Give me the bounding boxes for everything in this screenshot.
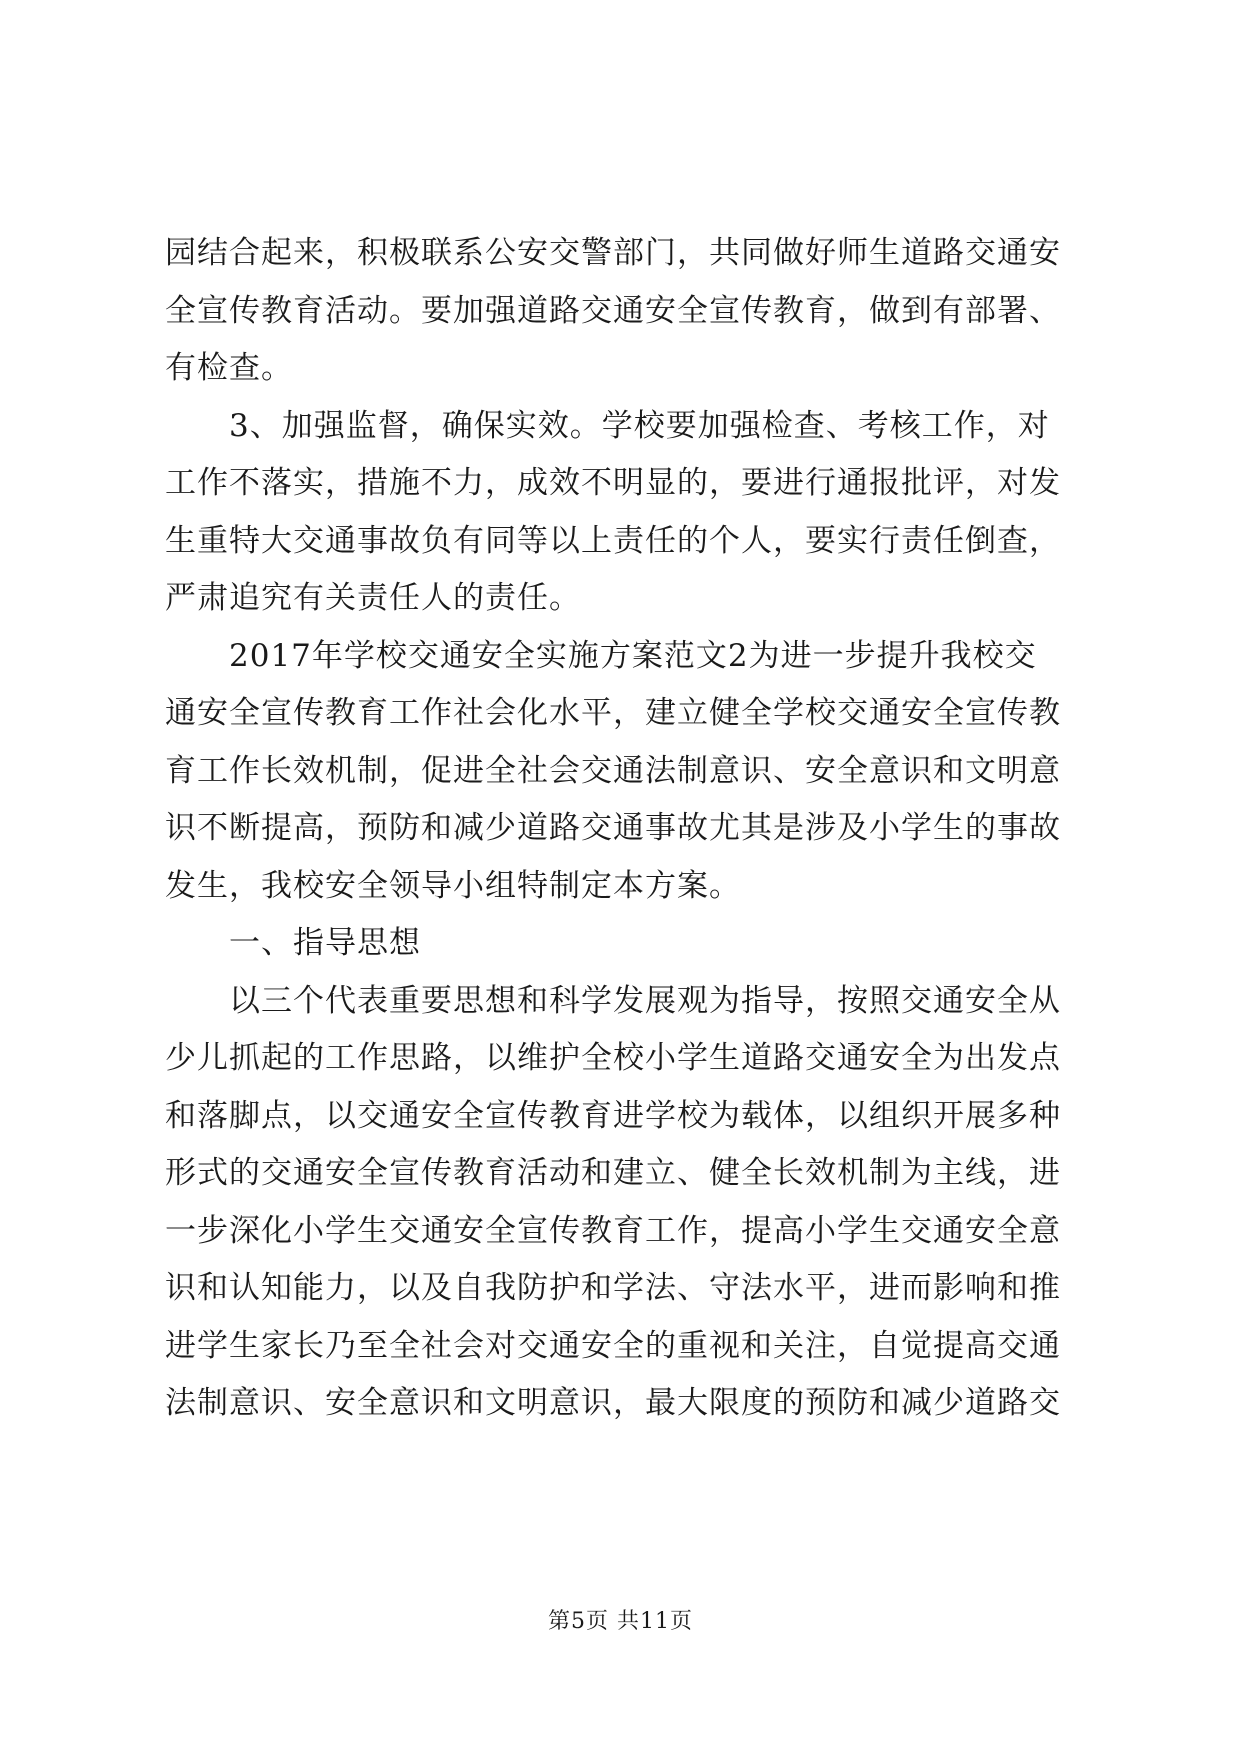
text-line: 严肃追究有关责任人的责任。 <box>165 580 581 616</box>
text-line: 识不断提高，预防和减少道路交通事故尤其是涉及小学生的事故 <box>165 810 1061 846</box>
text-line: 2017年学校交通安全实施方案范文2为进一步提升我校交 <box>229 637 1037 674</box>
text-line: 一步深化小学生交通安全宣传教育工作，提高小学生交通安全意 <box>165 1212 1061 1249</box>
text-line: 园结合起来，积极联系公安交警部门，共同做好师生道路交通安 <box>165 235 1061 271</box>
text-line: 发生，我校安全领导小组特制定本方案。 <box>165 867 741 904</box>
paragraph-continuation <box>165 225 1075 398</box>
text-line: 形式的交通安全宣传教育活动和建立、健全长效机制为主线，进 <box>165 1155 1061 1191</box>
text-line: 有检查。 <box>165 350 293 386</box>
heading-line: 一、指导思想 <box>229 925 421 961</box>
text-line: 通安全宣传教育工作社会化水平，建立健全学校交通安全宣传教 <box>165 695 1061 731</box>
text-line: 进学生家长乃至全社会对交通安全的重视和关注，自觉提高交通 <box>165 1327 1061 1364</box>
text-line: 以三个代表重要思想和科学发展观为指导，按照交通安全从 <box>229 982 1061 1019</box>
text-line: 少儿抓起的工作思路，以维护全校小学生道路交通安全为出发点 <box>165 1040 1061 1076</box>
text-line: 3、加强监督，确保实效。学校要加强检查、考核工作，对 <box>229 407 1050 444</box>
text-line: 识和认知能力，以及自我防护和学法、守法水平，进而影响和推 <box>165 1270 1061 1306</box>
document-body <box>165 225 1075 1433</box>
page-number-footer: 第5页 共11页 <box>548 1609 693 1634</box>
paragraph-guiding-ideology <box>165 973 1075 1433</box>
paragraph-sample-2-intro <box>165 628 1075 916</box>
text-line: 工作不落实，措施不力，成效不明显的，要进行通报批评，对发 <box>165 465 1061 501</box>
paragraph-supervision <box>165 398 1075 628</box>
text-line: 育工作长效机制，促进全社会交通法制意识、安全意识和文明意 <box>165 752 1061 789</box>
text-line: 生重特大交通事故负有同等以上责任的个人，要实行责任倒查， <box>165 522 1061 559</box>
section-heading <box>165 915 1075 973</box>
text-line: 和落脚点，以交通安全宣传教育进学校为载体，以组织开展多种 <box>165 1097 1061 1134</box>
text-line: 法制意识、安全意识和文明意识，最大限度的预防和减少道路交 <box>165 1385 1061 1421</box>
text-line: 全宣传教育活动。要加强道路交通安全宣传教育，做到有部署、 <box>165 292 1061 329</box>
